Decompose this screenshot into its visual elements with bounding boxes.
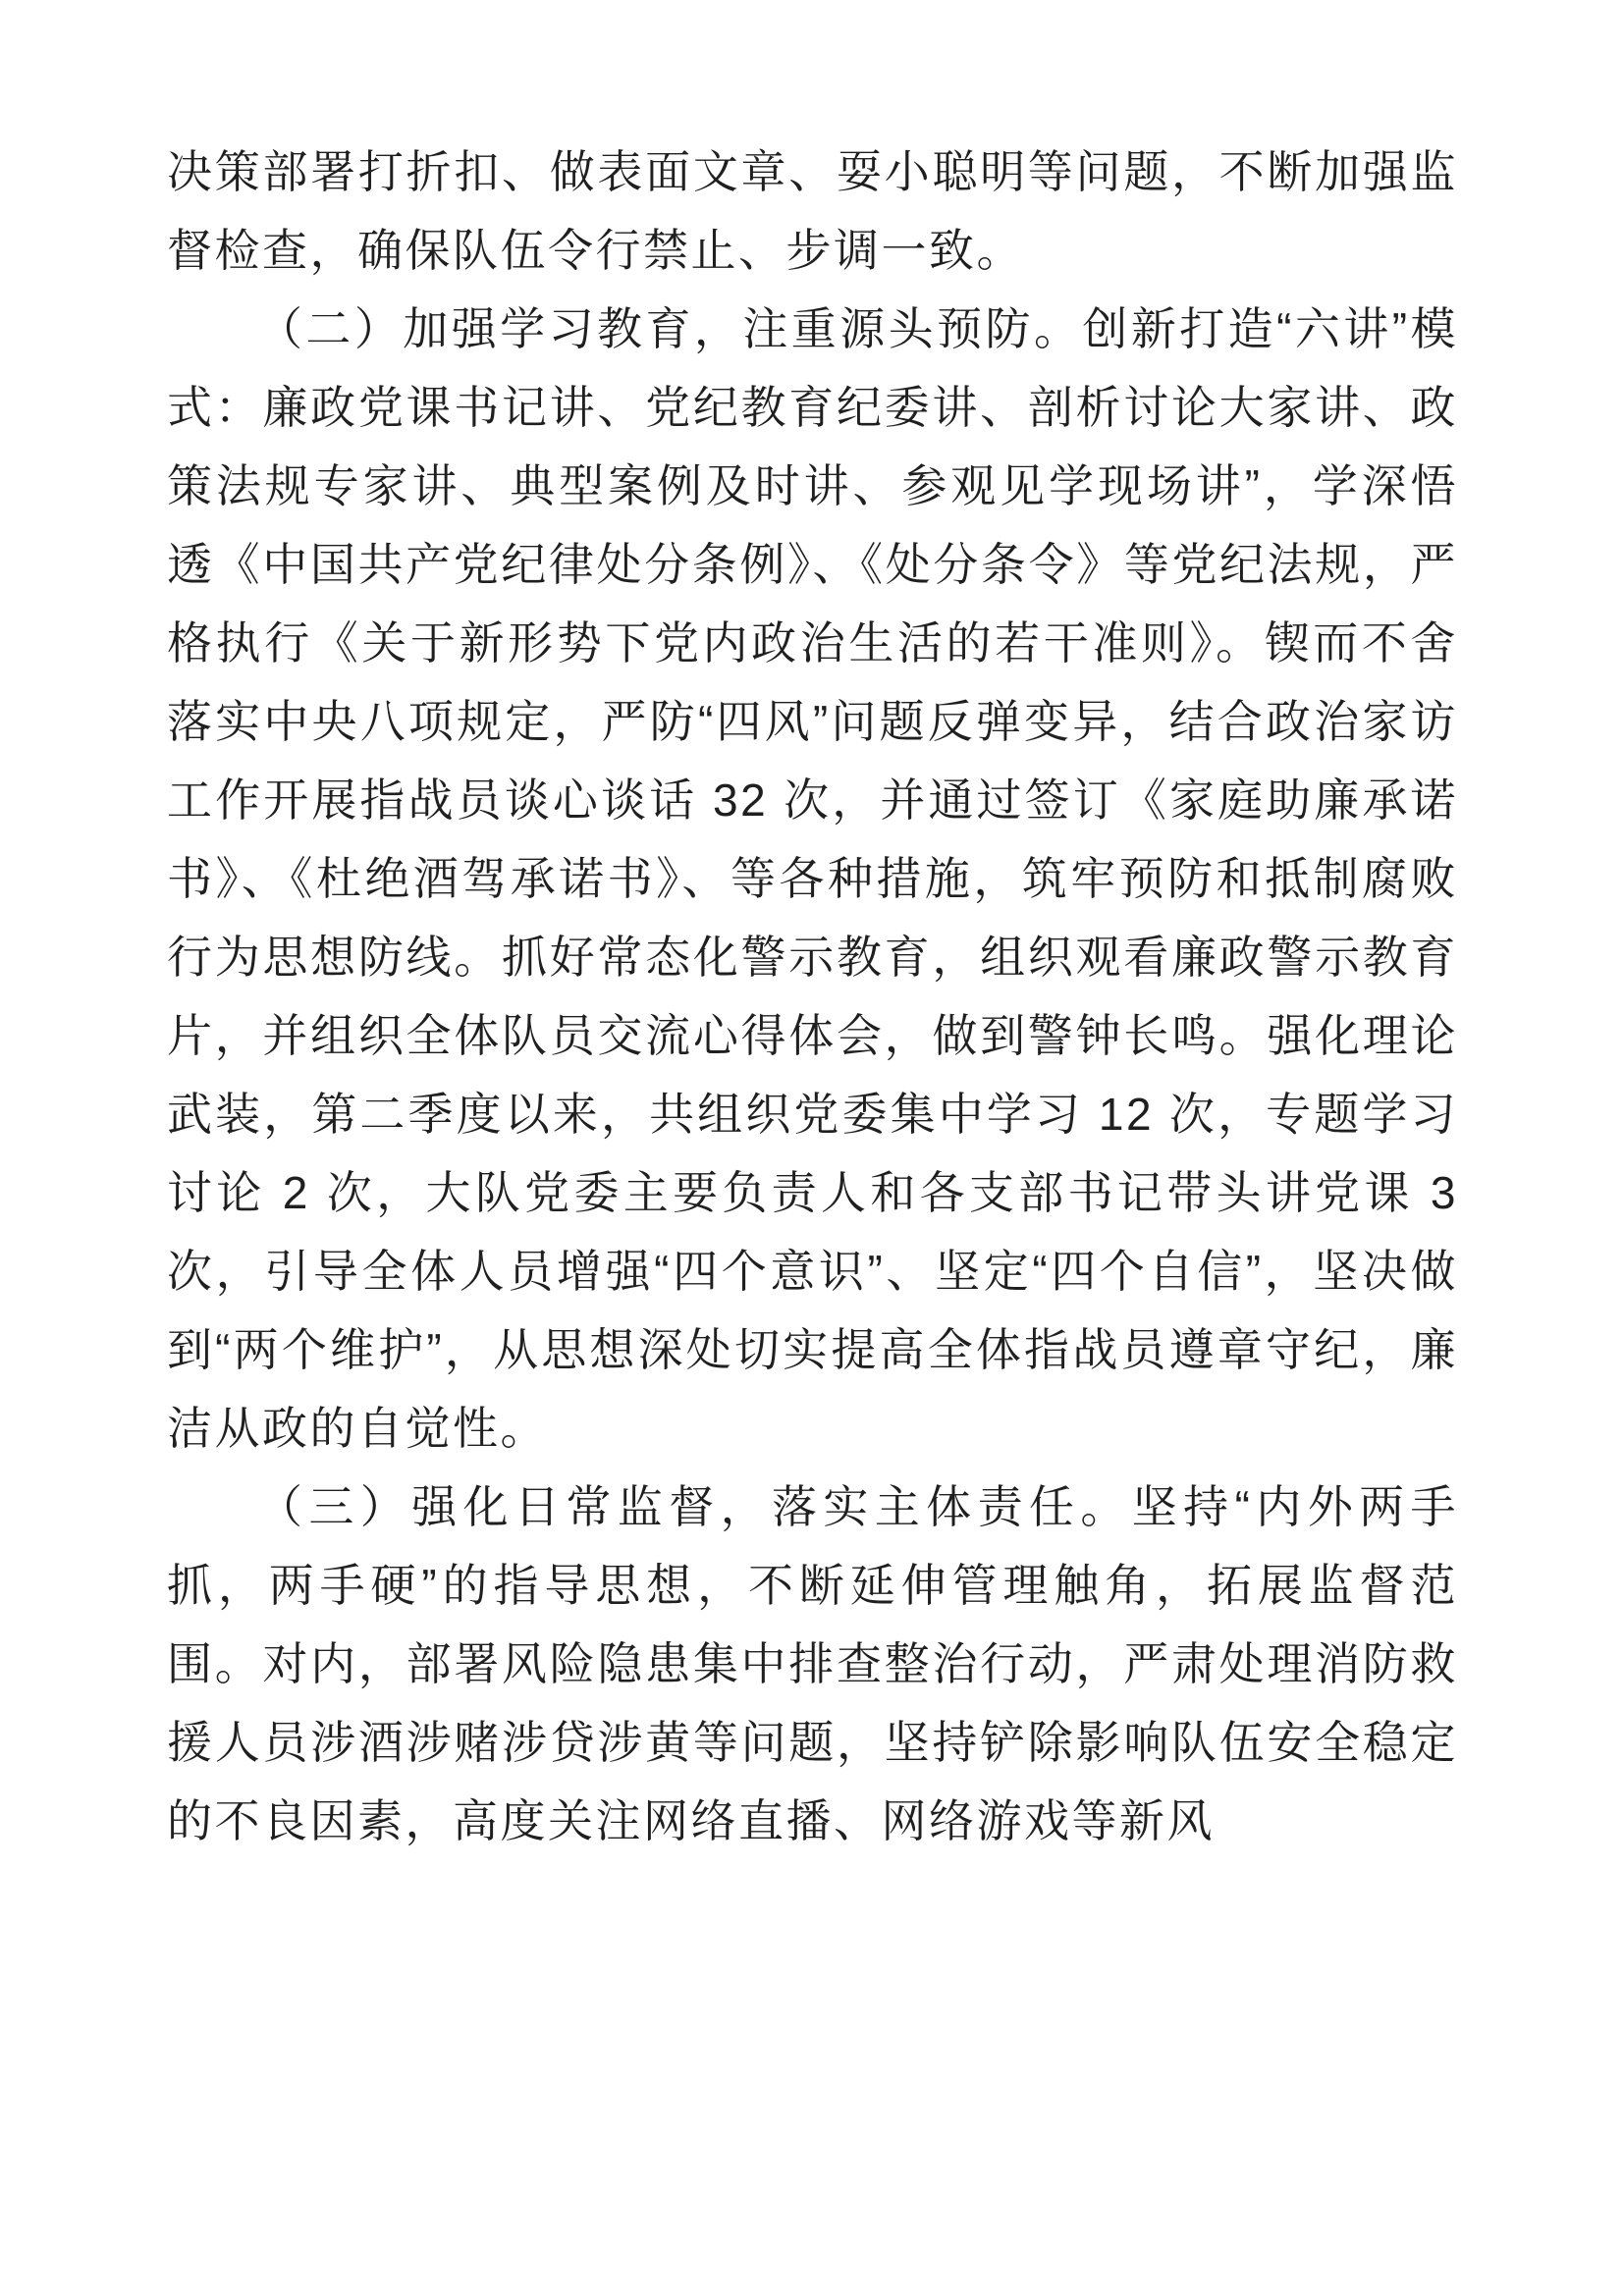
document-body <box>167 133 1458 1860</box>
paragraph-continuation: 决策部署打折扣、做表面文章、耍小聪明等问题，不断加强监督检查，确保队伍令行禁止、步调一致。 <box>167 146 1458 276</box>
paragraph-section-2: （二）加强学习教育，注重源头预防。创新打造“六讲”模式：廉政党课书记讲、党纪教育纪委讲、剖析讨论大家讲、政策法规专家讲、典型案例及时讲、参观见学现场讲”，学深悟透《中国共产党纪律处分条例》、《处分条令》等党纪法规，严格执行《关于新形势下党内政治生活的若干准则》。锲而不舍落实中央八项规定，严防“四风”问题反弹变异，结合政治家访工作开展指战员谈心谈话 32 次，并通过签订《家庭助廉承诺书》、《杜绝酒驾承诺书》、等各种措施，筑牢预防和抵制腐败行为思想防线。抓好常态化警示教育，组织观看廉政警示教育片，并组织全体队员交流心得体会，做到警钟长鸣。强化理论武装，第二季度以来，共组织党委集中学习 12 次，专题学习讨论 2 次，大队党委主要负责人和各支部书记带头讲党课 3 次，引导全体人员增强“四个意识”、坚定“四个自信”，坚决做到“两个维护”，从思想深处切实提高全体指战员遵章守纪，廉洁从政的自觉性。 <box>167 303 1458 1454</box>
paragraph-section-3: （三）强化日常监督，落实主体责任。坚持“内外两手抓，两手硬”的指导思想，不断延伸管理触角，拓展监督范围。对内，部署风险隐患集中排查整治行动，严肃处理消防救援人员涉酒涉赌涉贷涉黄等问题，坚持铲除影响队伍安全稳定的不良因素，高度关注网络直播、网络游戏等新风 <box>167 1481 1458 1846</box>
